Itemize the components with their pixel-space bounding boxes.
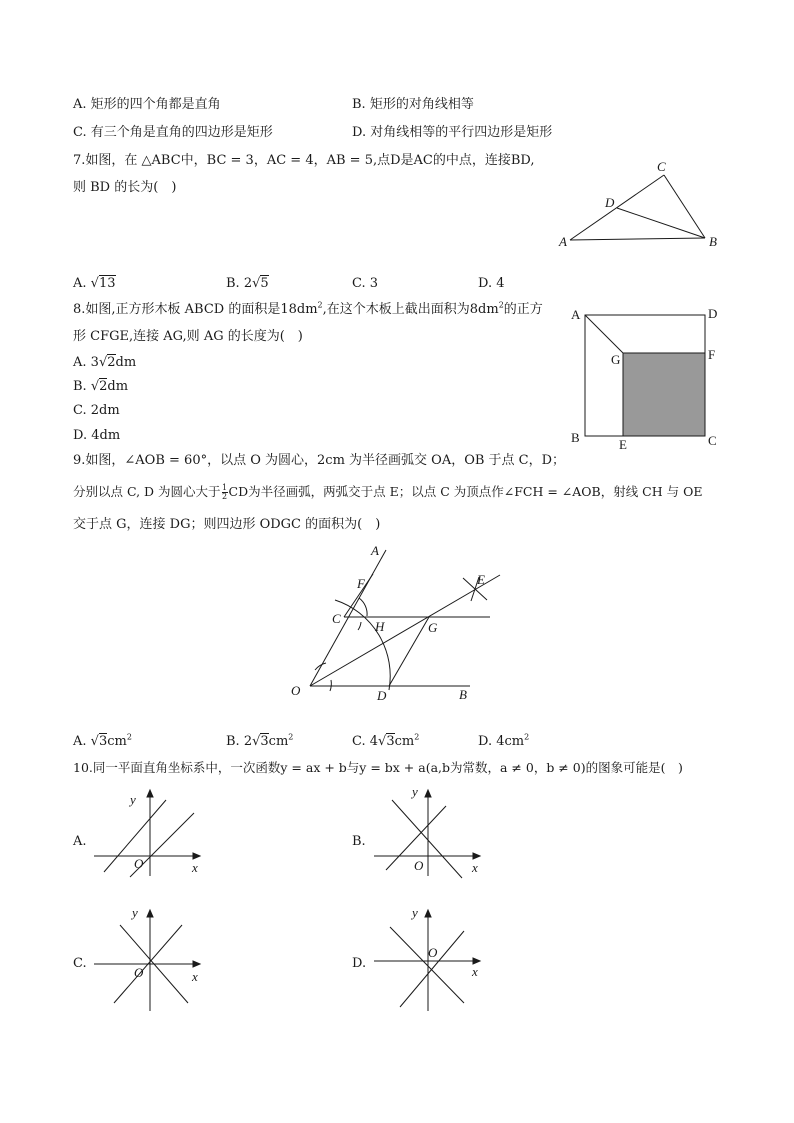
q9-arc-cd	[335, 600, 390, 690]
q8-label-e: E	[619, 437, 627, 452]
q8-label-b: B	[571, 430, 580, 445]
q10-graph-d-line-2	[400, 931, 464, 1007]
q7-segment-bc	[664, 175, 705, 238]
q8-label-c: C	[708, 433, 717, 448]
q8-option-a-radicand: 2	[107, 355, 116, 370]
q9-option-b-sup: 2	[288, 732, 294, 742]
q9-stem-line2	[73, 484, 702, 501]
sqrt-icon: √	[90, 734, 99, 749]
q9-arc-c-bottom	[358, 622, 361, 630]
q6-option-b: B. 矩形的对角线相等	[352, 97, 474, 112]
q7-label-b: B	[709, 234, 717, 249]
q9-option-a-radicand: 3	[98, 734, 108, 749]
q7-label-d: D	[605, 195, 615, 210]
q7-label-c: C	[657, 159, 666, 174]
q8-square-cfge	[623, 353, 705, 436]
q9-label-c: C	[332, 611, 341, 626]
q10-graph-c-x-label: x	[192, 969, 198, 984]
q9-label-b: B	[459, 687, 467, 702]
arrow-up-icon	[147, 790, 153, 797]
q9-label-a: A	[371, 543, 379, 558]
q9-fraction-half	[222, 484, 228, 501]
q10-graph-a	[92, 786, 212, 878]
q8-stem-part2: ,在这个木板上截出面积为8dm	[322, 302, 499, 317]
q9-option-b-radicand: 3	[260, 734, 269, 749]
q8-option-b-prefix: B.	[73, 379, 91, 394]
q9-construction-figure	[285, 540, 515, 705]
q8-option-d: D. 4dm	[73, 428, 121, 443]
q9-option-d-value: D. 4cm	[478, 734, 525, 749]
q10-graph-d-x-label: x	[472, 964, 478, 979]
q10-graph-b-y-label: y	[412, 784, 418, 799]
q7-segment-ab	[570, 238, 705, 240]
q10-graph-c-y-label: y	[132, 905, 138, 920]
q7-segment-bd	[617, 208, 705, 238]
q7-segment-ac	[570, 175, 664, 240]
q9-option-a-sup: 2	[126, 732, 132, 742]
q9-stem-part2: CD为半径画弧，两弧交于点 E；以点 C 为顶点作∠FCH = ∠AOB，射线 CH 与 OE	[228, 484, 703, 499]
q9-fraction-num: 1	[222, 483, 228, 492]
q9-option-b	[226, 734, 293, 750]
q8-option-a	[73, 355, 136, 371]
sqrt-icon: √	[90, 379, 100, 394]
q9-label-g: G	[428, 620, 438, 635]
q7-option-b-prefix: B. 2	[226, 276, 253, 291]
q8-label-d: D	[708, 306, 718, 321]
arrow-up-icon	[425, 790, 431, 797]
q7-option-c: C. 3	[352, 276, 379, 291]
q10-option-a-label: A.	[73, 834, 87, 849]
q9-option-c-prefix: C. 4	[352, 734, 379, 749]
q8-stem-line1	[73, 302, 543, 318]
q8-option-a-prefix: A. 3	[73, 355, 99, 370]
q7-option-d: D. 4	[478, 276, 505, 291]
q10-option-d-label: D.	[352, 956, 367, 971]
q6-option-a: A. 矩形的四个角都是直角	[73, 97, 221, 112]
q10-graph-b-origin: O	[414, 858, 424, 873]
q9-label-h: H	[375, 619, 385, 634]
sqrt-icon: √	[252, 276, 261, 291]
q6-option-d: D. 对角线相等的平行四边形是矩形	[352, 125, 553, 140]
arrow-right-icon	[193, 961, 200, 967]
q8-option-c: C. 2dm	[73, 403, 120, 418]
q9-stem-line3: 交于点 G，连接 DG；则四边形 ODGC 的面积为( )	[73, 517, 381, 532]
q8-square-figure	[565, 305, 725, 455]
q10-graph-d	[372, 903, 492, 1015]
q10-option-b-label: B.	[352, 834, 366, 849]
q8-label-f: F	[708, 347, 716, 362]
arrow-up-icon	[147, 910, 153, 917]
q10-graph-d-y-label: y	[412, 905, 418, 920]
sqrt-icon: √	[252, 734, 261, 749]
q9-option-c-unit: cm	[394, 734, 415, 749]
q9-option-a-unit: cm	[107, 734, 127, 749]
q9-option-b-unit: cm	[268, 734, 289, 749]
q10-graph-c-origin: O	[134, 965, 144, 980]
q7-option-a	[73, 276, 116, 292]
sqrt-icon: √	[378, 734, 387, 749]
q9-segment-dg	[389, 617, 429, 686]
q6-option-c: C. 有三个角是直角的四边形是矩形	[73, 125, 273, 140]
q7-label-a: A	[559, 234, 567, 249]
q9-option-a	[73, 734, 132, 750]
q8-option-b-radicand: 2	[99, 379, 108, 394]
q9-option-c-sup: 2	[414, 732, 420, 742]
q7-stem-line2: 则 BD 的长为( )	[73, 180, 177, 195]
q7-option-a-prefix: A.	[73, 276, 91, 291]
q10-graph-a-origin: O	[134, 856, 144, 871]
q9-option-a-prefix: A.	[73, 734, 91, 749]
q8-segment-ag	[585, 315, 623, 353]
q10-graph-b-line-1	[392, 800, 462, 878]
q8-option-b	[73, 379, 128, 395]
q8-option-b-unit: dm	[107, 379, 129, 394]
arrow-up-icon	[425, 910, 431, 917]
q10-graph-a-x-label: x	[192, 860, 198, 875]
q8-label-g: G	[611, 352, 621, 367]
q10-graph-a-y-label: y	[130, 792, 136, 807]
q8-option-a-unit: dm	[115, 355, 137, 370]
q9-label-o: O	[291, 683, 301, 698]
q9-label-f: F	[357, 576, 365, 591]
arrow-right-icon	[193, 853, 200, 859]
sqrt-icon: √	[90, 276, 99, 291]
q7-triangle-figure	[560, 160, 730, 255]
q7-option-b-radicand: 5	[260, 276, 269, 291]
q8-stem-part3: 的正方	[503, 302, 543, 317]
q8-stem-line2: 形 CFGE,连接 AG,则 AG 的长度为( )	[73, 329, 303, 344]
q10-graph-d-line-1	[390, 927, 464, 1003]
q9-option-b-prefix: B. 2	[226, 734, 253, 749]
q9-option-d-sup: 2	[524, 732, 530, 742]
q10-graph-b	[372, 786, 492, 878]
q10-option-c-label: C.	[73, 956, 87, 971]
q9-fraction-den: 2	[222, 492, 228, 501]
q7-option-a-radicand: 13	[98, 276, 116, 291]
q7-option-b	[226, 276, 269, 292]
q10-graph-d-origin: O	[428, 945, 438, 960]
q7-stem-line1: 7.如图，在 △ABC中，BC = 3，AC = 4，AB = 5,点D是AC的中点，连接BD,	[73, 153, 535, 168]
q8-sup-1: 2	[317, 300, 323, 310]
q9-label-d: D	[377, 688, 387, 703]
q8-stem-part1: 8.如图,正方形木板 ABCD 的面积是18dm	[73, 302, 318, 317]
q10-graph-c	[92, 903, 212, 1015]
q9-label-e: E	[477, 572, 485, 587]
q9-ray-oe	[310, 575, 500, 686]
q9-option-c-radicand: 3	[386, 734, 395, 749]
q10-graph-b-x-label: x	[472, 860, 478, 875]
q10-stem: 10.同一平面直角坐标系中，一次函数y = ax + b与y = bx + a(a,b为常数，a ≠ 0，b ≠ 0)的图象可能是( )	[73, 760, 683, 775]
q9-option-c	[352, 734, 419, 750]
q9-stem-line1: 9.如图，∠AOB = 60°，以点 O 为圆心，2cm 为半径画弧交 OA，OB 于点 C，D；	[73, 453, 566, 468]
q8-label-a: A	[571, 307, 581, 322]
sqrt-icon: √	[98, 355, 108, 370]
q9-stem-part1: 分别以点 C, D 为圆心大于	[73, 484, 221, 499]
q8-sup-2: 2	[498, 300, 504, 310]
q9-option-d	[478, 734, 529, 750]
q9-ray-oa	[310, 550, 386, 686]
arrow-right-icon	[473, 853, 480, 859]
